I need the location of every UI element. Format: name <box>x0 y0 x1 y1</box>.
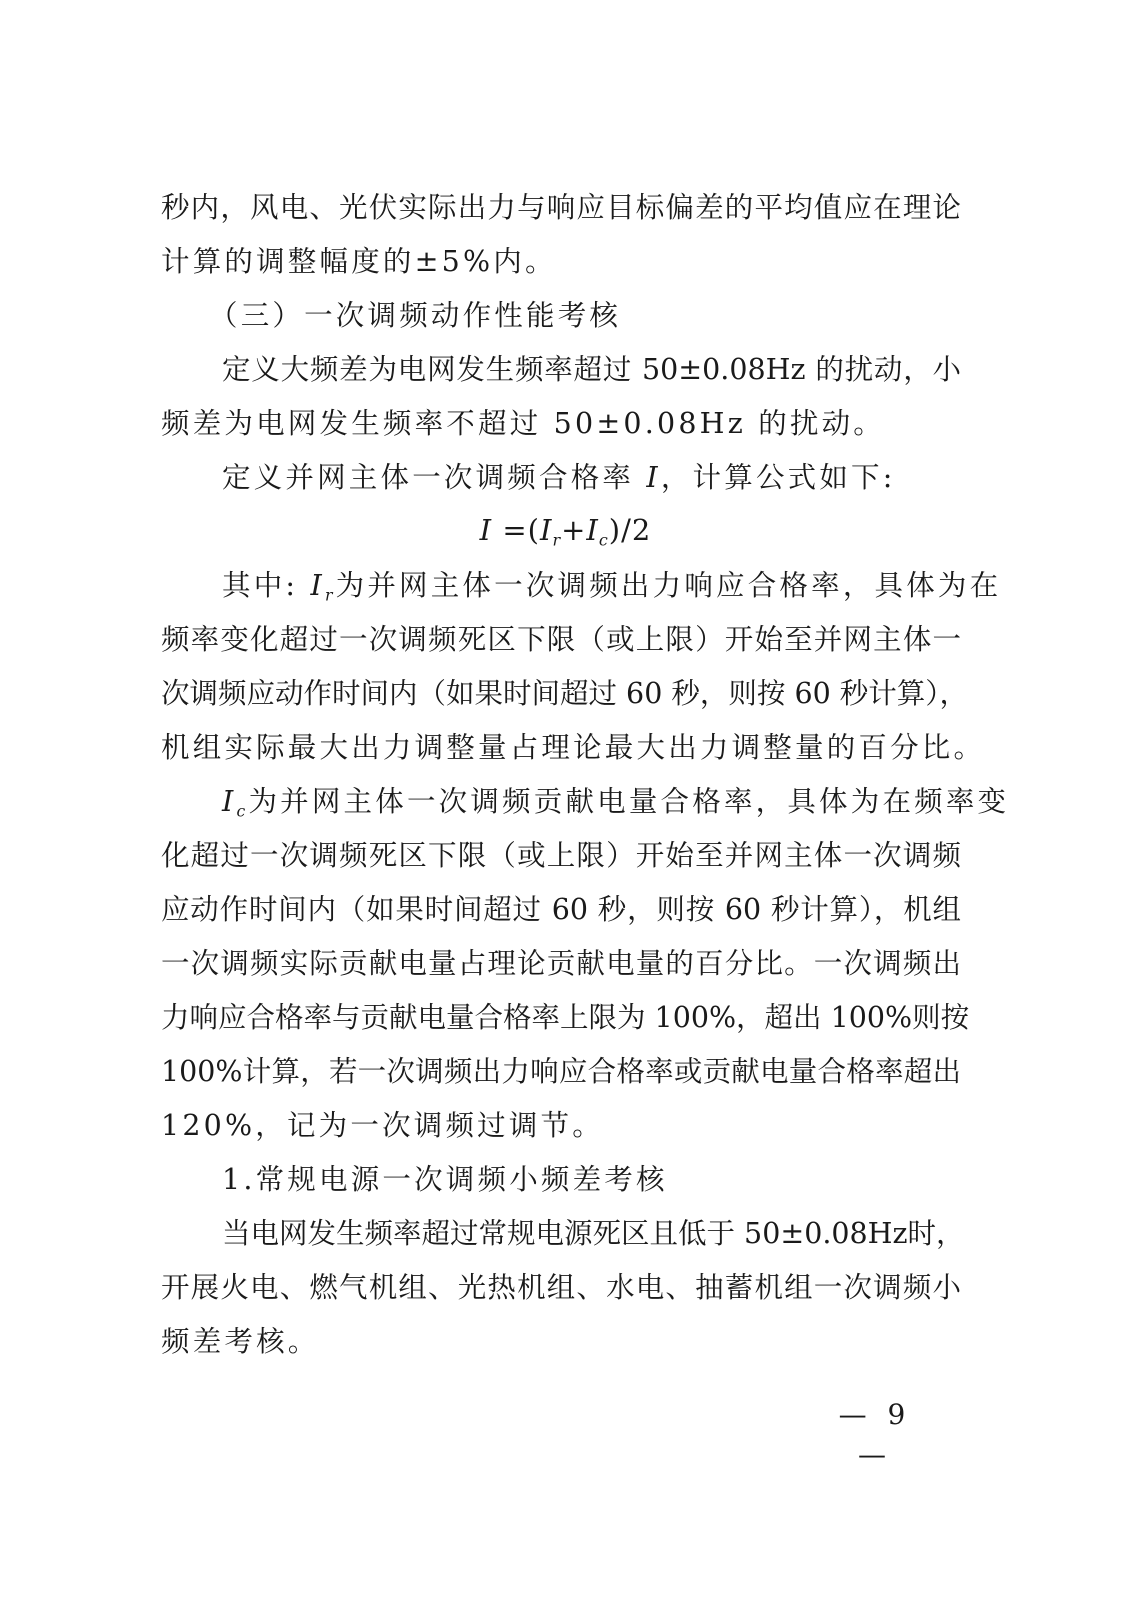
ic-definition: 为并网主体一次调频贡献电量合格率，具体为在频率变 <box>248 785 1010 818</box>
body-line-9: 频率变化超过一次调频死区下限（或上限）开始至并网主体一 <box>161 623 961 656</box>
formula-term1-sub: r <box>552 530 562 550</box>
var-Ic: $I_c$ <box>222 785 249 821</box>
body-line-13: 化超过一次调频死区下限（或上限）开始至并网主体一次调频 <box>161 839 961 872</box>
var-I: I <box>646 461 661 494</box>
body-line-11: 机组实际最大出力调整量占理论最大出力调整量的百分比。 <box>161 731 986 764</box>
formula-lhs: I <box>479 513 493 547</box>
formula-intro-text: 定义并网主体一次调频合格率 <box>222 461 635 494</box>
body-line-12 <box>222 776 1010 828</box>
body-line-21: 开展火电、燃气机组、光热机组、水电、抽蓄机组一次调频小 <box>161 1271 961 1304</box>
formula-term2-sub: c <box>598 530 609 550</box>
body-line-6 <box>222 452 961 504</box>
formula <box>0 504 1131 556</box>
body-line-15: 一次调频实际贡献电量占理论贡献电量的百分比。一次调频出 <box>161 947 961 980</box>
formula-plus: + <box>561 513 587 547</box>
formula-eq: =( <box>492 513 540 547</box>
body-line-1: 秒内，风电、光伏实际出力与响应目标偏差的平均值应在理论 <box>161 191 961 224</box>
formula-term2: I <box>586 513 599 547</box>
body-line-10: 次调频应动作时间内（如果时间超过 60 秒，则按 60 秒计算）， <box>161 677 969 710</box>
ir-definition: 为并网主体一次调频出力响应合格率，具体为在 <box>335 569 1002 602</box>
where-label: 其中: <box>222 569 299 602</box>
var-Ir: $I_r$ <box>310 569 336 605</box>
formula-intro-tail: ，计算公式如下: <box>660 461 896 494</box>
body-line-5: 频差为电网发生频率不超过 50±0.08Hz 的扰动。 <box>161 407 885 440</box>
body-line-17: 100%计算，若一次调频出力响应合格率或贡献电量合格率超出 <box>161 1055 961 1088</box>
subsection-heading: 1.常规电源一次调频小频差考核 <box>222 1163 668 1196</box>
body-line-14: 应动作时间内（如果时间超过 60 秒，则按 60 秒计算），机组 <box>161 893 961 926</box>
formula-term1: I <box>539 513 553 547</box>
body-line-18: 120%，记为一次调频过调节。 <box>161 1109 604 1142</box>
body-line-16: 力响应合格率与贡献电量合格率上限为 100%，超出 100%则按 <box>161 1001 970 1034</box>
formula-tail: )/2 <box>608 513 652 547</box>
body-line-20: 当电网发生频率超过常规电源死区且低于 50±0.08Hz时， <box>222 1217 965 1250</box>
page-number: — 9 — <box>838 1398 912 1471</box>
body-line-22: 频差考核。 <box>161 1325 320 1358</box>
body-line-4: 定义大频差为电网发生频率超过 50±0.08Hz 的扰动，小 <box>222 353 961 386</box>
section-heading: （三）一次调频动作性能考核 <box>209 299 622 332</box>
body-line-8 <box>222 560 1002 612</box>
body-line-2: 计算的调整幅度的±5%内。 <box>161 245 557 278</box>
